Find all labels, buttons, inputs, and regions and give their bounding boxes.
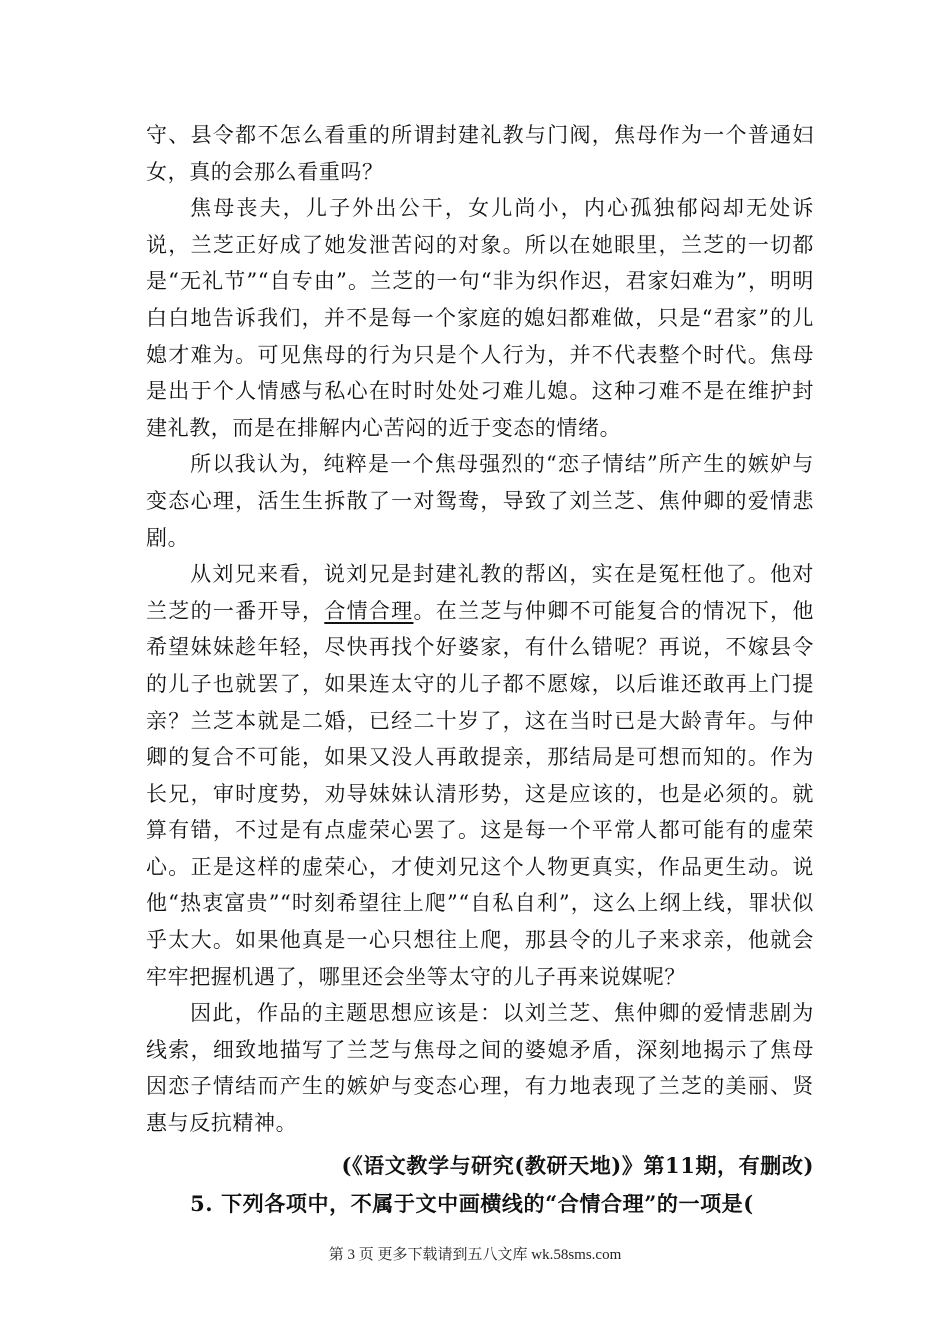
text-segment: 。在兰芝与仲卿不可能复合的情况下，他希望妹妹趁年轻，尽快再找个好婆家，有什么错呢？再说，不嫁县令的儿子也就罢了，如果连太守的儿子都不愿嫁，以后谁还敢再上门提亲？兰芝本就是二婚，已经二十岁了，这在当时已是大龄青年。与仲卿的复合不可能，如果又没人再敢提亲，那结局是可想而知的。作为长兄，审时度势，劝导妹妹认清形势，这是应该的，也是必须的。就算有错，不过是有点虚荣心罢了。这是每一个平常人都可能有的虚荣心。正是这样的虚荣心，才使刘兄这个人物更真实，作品更生动。说他“热衷富贵”“时刻希望往上爬”“自私自利”，这么上纲上线，罪状似乎太大。如果他真是一心只想往上爬，那县令的儿子来求亲，他就会牢牢把握机遇了，哪里还会坐等太守的儿子再来说媒呢？ <box>146 598 814 989</box>
paragraph-theme: 因此，作品的主题思想应该是：以刘兰芝、焦仲卿的爱情悲剧为线索，细致地描写了兰芝与焦母之间的婆媳矛盾，深刻地揭示了焦母因恋子情结而产生的嫉妒与变态心理，有力地表现了兰芝的美丽、贤惠与反抗精神。 <box>146 1001 814 1136</box>
paragraph-jiao-mother: 焦母丧夫，儿子外出公干，女儿尚小，内心孤独郁闷却无处诉说，兰芝正好成了她发泄苦闷的对象。所以在她眼里，兰芝的一切都是“无礼节”“自专由”。兰芝的一句“非为织作迟，君家妇难为”，明明白白地告诉我们，并不是每一个家庭的媳妇都难做，只是“君家”的儿媳才难为。可见焦母的行为只是个人行为，并不代表整个时代。焦母是出于个人情感与私心在时时处处刁难儿媳。这种刁难不是在维护封建礼教，而是在排解内心苦闷的近于变态的情绪。 <box>146 196 814 440</box>
source-citation: (《语文教学与研究(教研天地)》第11期，有删改) <box>341 1152 814 1178</box>
text-segment: 从刘兄来看，说刘兄是封建礼教的帮凶，实在是冤枉他了。他对兰芝的一番开导， <box>146 562 814 623</box>
article-body <box>146 117 814 1223</box>
paragraph-continuation: 守、县令都不怎么看重的所谓封建礼教与门阀，焦母作为一个普通妇女，真的会那么看重吗？ <box>146 123 814 184</box>
page-footer: 第 3 页 更多下载请到五八文库 wk.58sms.com <box>328 1247 622 1263</box>
question-5: 5. 下列各项中，不属于文中画横线的“合情合理”的一项是( <box>190 1191 754 1217</box>
paragraph-conclusion-jealousy: 所以我认为，纯粹是一个焦母强烈的“恋子情结”所产生的嫉妒与变态心理，活生生拆散了一对鸳鸯，导致了刘兰芝、焦仲卿的爱情悲剧。 <box>146 452 814 550</box>
paragraph-liu-brother <box>146 556 814 995</box>
underlined-phrase: 合情合理 <box>324 598 414 623</box>
